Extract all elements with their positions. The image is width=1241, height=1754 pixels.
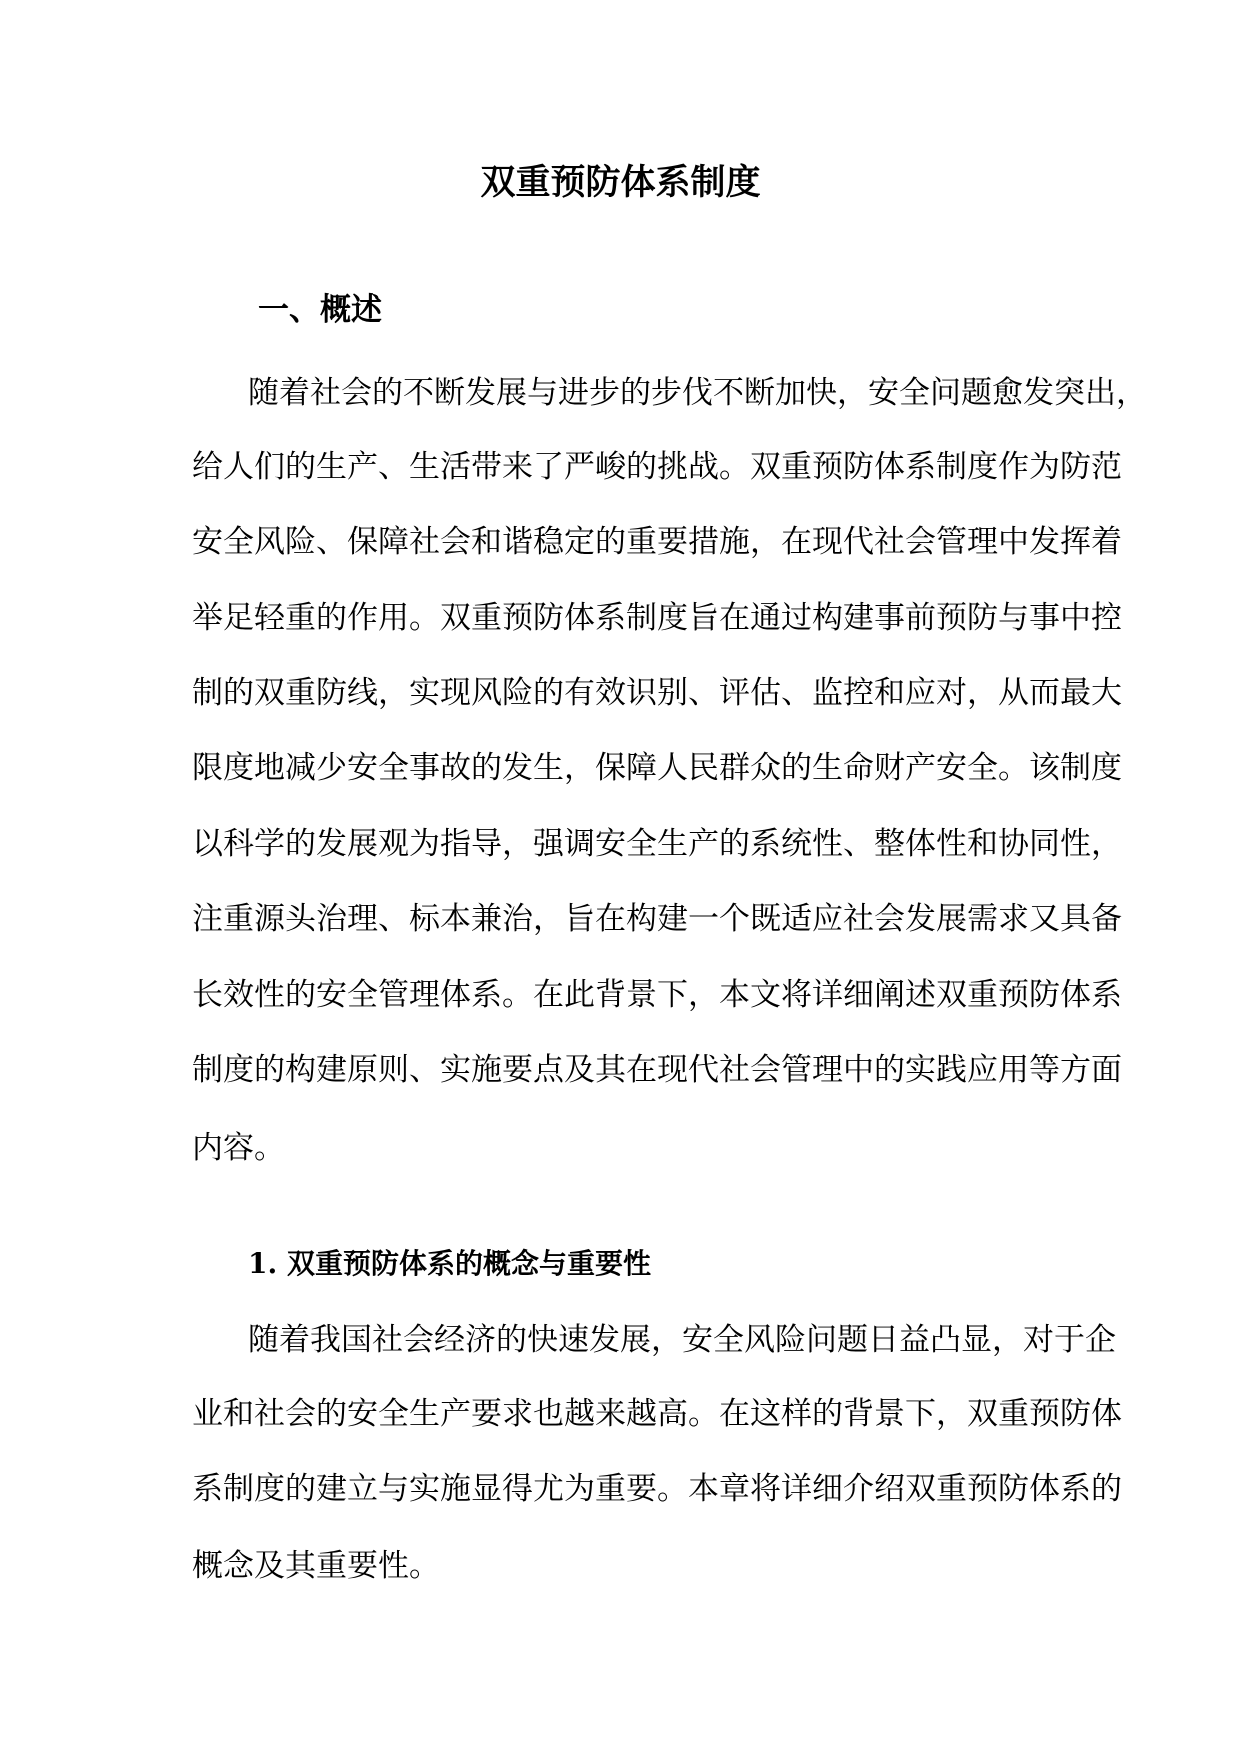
paragraph-line: 长效性的安全管理体系。在此背景下，本文将详细阐述双重预防体系: [192, 977, 1122, 1013]
paragraph-line: 举足轻重的作用。双重预防体系制度旨在通过构建事前预防与事中控: [192, 600, 1122, 636]
paragraph-line: 业和社会的安全生产要求也越来越高。在这样的背景下，双重预防体: [192, 1396, 1122, 1432]
subsection-heading: 1. 双重预防体系的概念与重要性: [248, 1247, 651, 1280]
paragraph-line: 限度地减少安全事故的发生，保障人民群众的生命财产安全。该制度: [192, 750, 1122, 786]
paragraph-line: 制的双重防线，实现风险的有效识别、评估、监控和应对，从而最大: [192, 675, 1122, 711]
paragraph-line: 注重源头治理、标本兼治，旨在构建一个既适应社会发展需求又具备: [192, 901, 1122, 937]
paragraph-line: 概念及其重要性。: [192, 1548, 440, 1584]
document-title: 双重预防体系制度: [480, 162, 761, 203]
paragraph-line: 安全风险、保障社会和谐稳定的重要措施，在现代社会管理中发挥着: [192, 524, 1122, 560]
paragraph-line: 随着我国社会经济的快速发展，安全风险问题日益凸显，对于企: [248, 1322, 1116, 1358]
paragraph-line: 以科学的发展观为指导，强调安全生产的系统性、整体性和协同性，: [192, 826, 1122, 862]
paragraph-line: 制度的构建原则、实施要点及其在现代社会管理中的实践应用等方面: [192, 1052, 1122, 1088]
section-heading-overview: 一、概述: [258, 292, 382, 328]
paragraph-line: 内容。: [192, 1130, 285, 1166]
paragraph-line: 随着社会的不断发展与进步的步伐不断加快，安全问题愈发突出，: [248, 375, 1147, 411]
paragraph-line: 给人们的生产、生活带来了严峻的挑战。双重预防体系制度作为防范: [192, 449, 1122, 485]
paragraph-line: 系制度的建立与实施显得尤为重要。本章将详细介绍双重预防体系的: [192, 1471, 1122, 1507]
